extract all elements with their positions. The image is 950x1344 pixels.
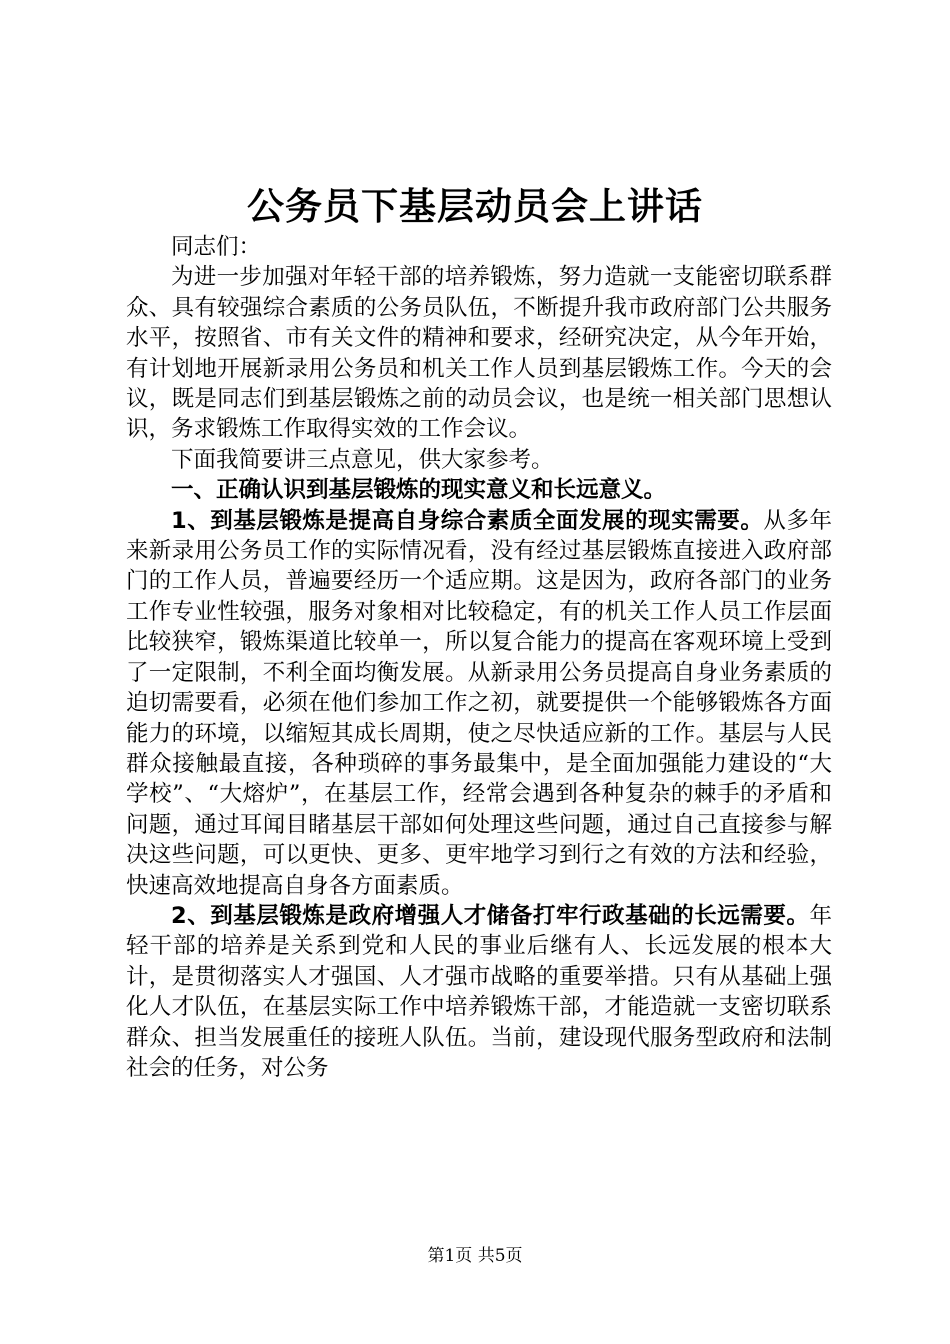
point-1-body: 从多年来新录用公务员工作的实际情况看，没有经过基层锻炼直接进入政府部门的工作人员，普遍要经历一个适应期。这是因为，政府各部门的业务工作专业性较强，服务对象相对比较稳定，有的机关工作人员工作层面比较狭窄，锻炼渠道比较单一，所以复合能力的提高在客观环境上受到了一定限制，不利全面均衡发展。从新录用公务员提高自身业务素质的迫切需要看，必须在他们参加工作之初，就要提供一个能够锻炼各方面能力的环境，以缩短其成长周期，使之尽快适应新的工作。基层与人民群众接触最直接，各种琐碎的事务最集中，是全面加强能力建设的“大学校”、“大熔炉”，在基层工作，经常会遇到各种复杂的棘手的矛盾和问题，通过耳闻目睹基层干部如何处理这些问题，通过自己直接参与解决这些问题，可以更快、更多、更牢地学习到行之有效的方法和经验，快速高效地提高自身各方面素质。 [126,507,832,899]
page-footer: 第1页 共5页 [427,1246,523,1266]
salutation: 同志们： [171,234,262,260]
paragraph-point-2 [126,901,832,1083]
document-title: 公务员下基层动员会上讲话 [247,185,703,228]
point-2-lead: 2、到基层锻炼是政府增强人才储备打牢行政基础的长远需要。 [171,902,810,929]
point-1-lead: 1、到基层锻炼是提高自身综合素质全面发展的现实需要。 [171,507,764,534]
document-body [126,232,832,1083]
paragraph-overview: 下面我简要讲三点意见，供大家参考。 [171,446,554,473]
paragraph-intro: 为进一步加强对年轻干部的培养锻炼，努力造就一支能密切联系群众、具有较强综合素质的公务员队伍，不断提升我市政府部门公共服务水平，按照省、市有关文件的精神和要求，经研究决定，从今年开始，有计划地开展新录用公务员和机关工作人员到基层锻炼工作。今天的会议，既是同志们到基层锻炼之前的动员会议，也是统一相关部门思想认识，务求锻炼工作取得实效的工作会议。 [126,264,832,443]
paragraph-point-1 [126,506,832,901]
section-heading-1: 一、正确认识到基层锻炼的现实意义和长远意义。 [171,477,667,504]
point-2-body: 年轻干部的培养是关系到党和人民的事业后继有人、长远发展的根本大计，是贯彻落实人才强国、人才强市战略的重要举措。只有从基础上强化人才队伍，在基层实际工作中培养锻炼干部，才能造就一支密切联系群众、担当发展重任的接班人队伍。当前，建设现代服务型政府和法制社会的任务，对公务 [126,902,832,1081]
